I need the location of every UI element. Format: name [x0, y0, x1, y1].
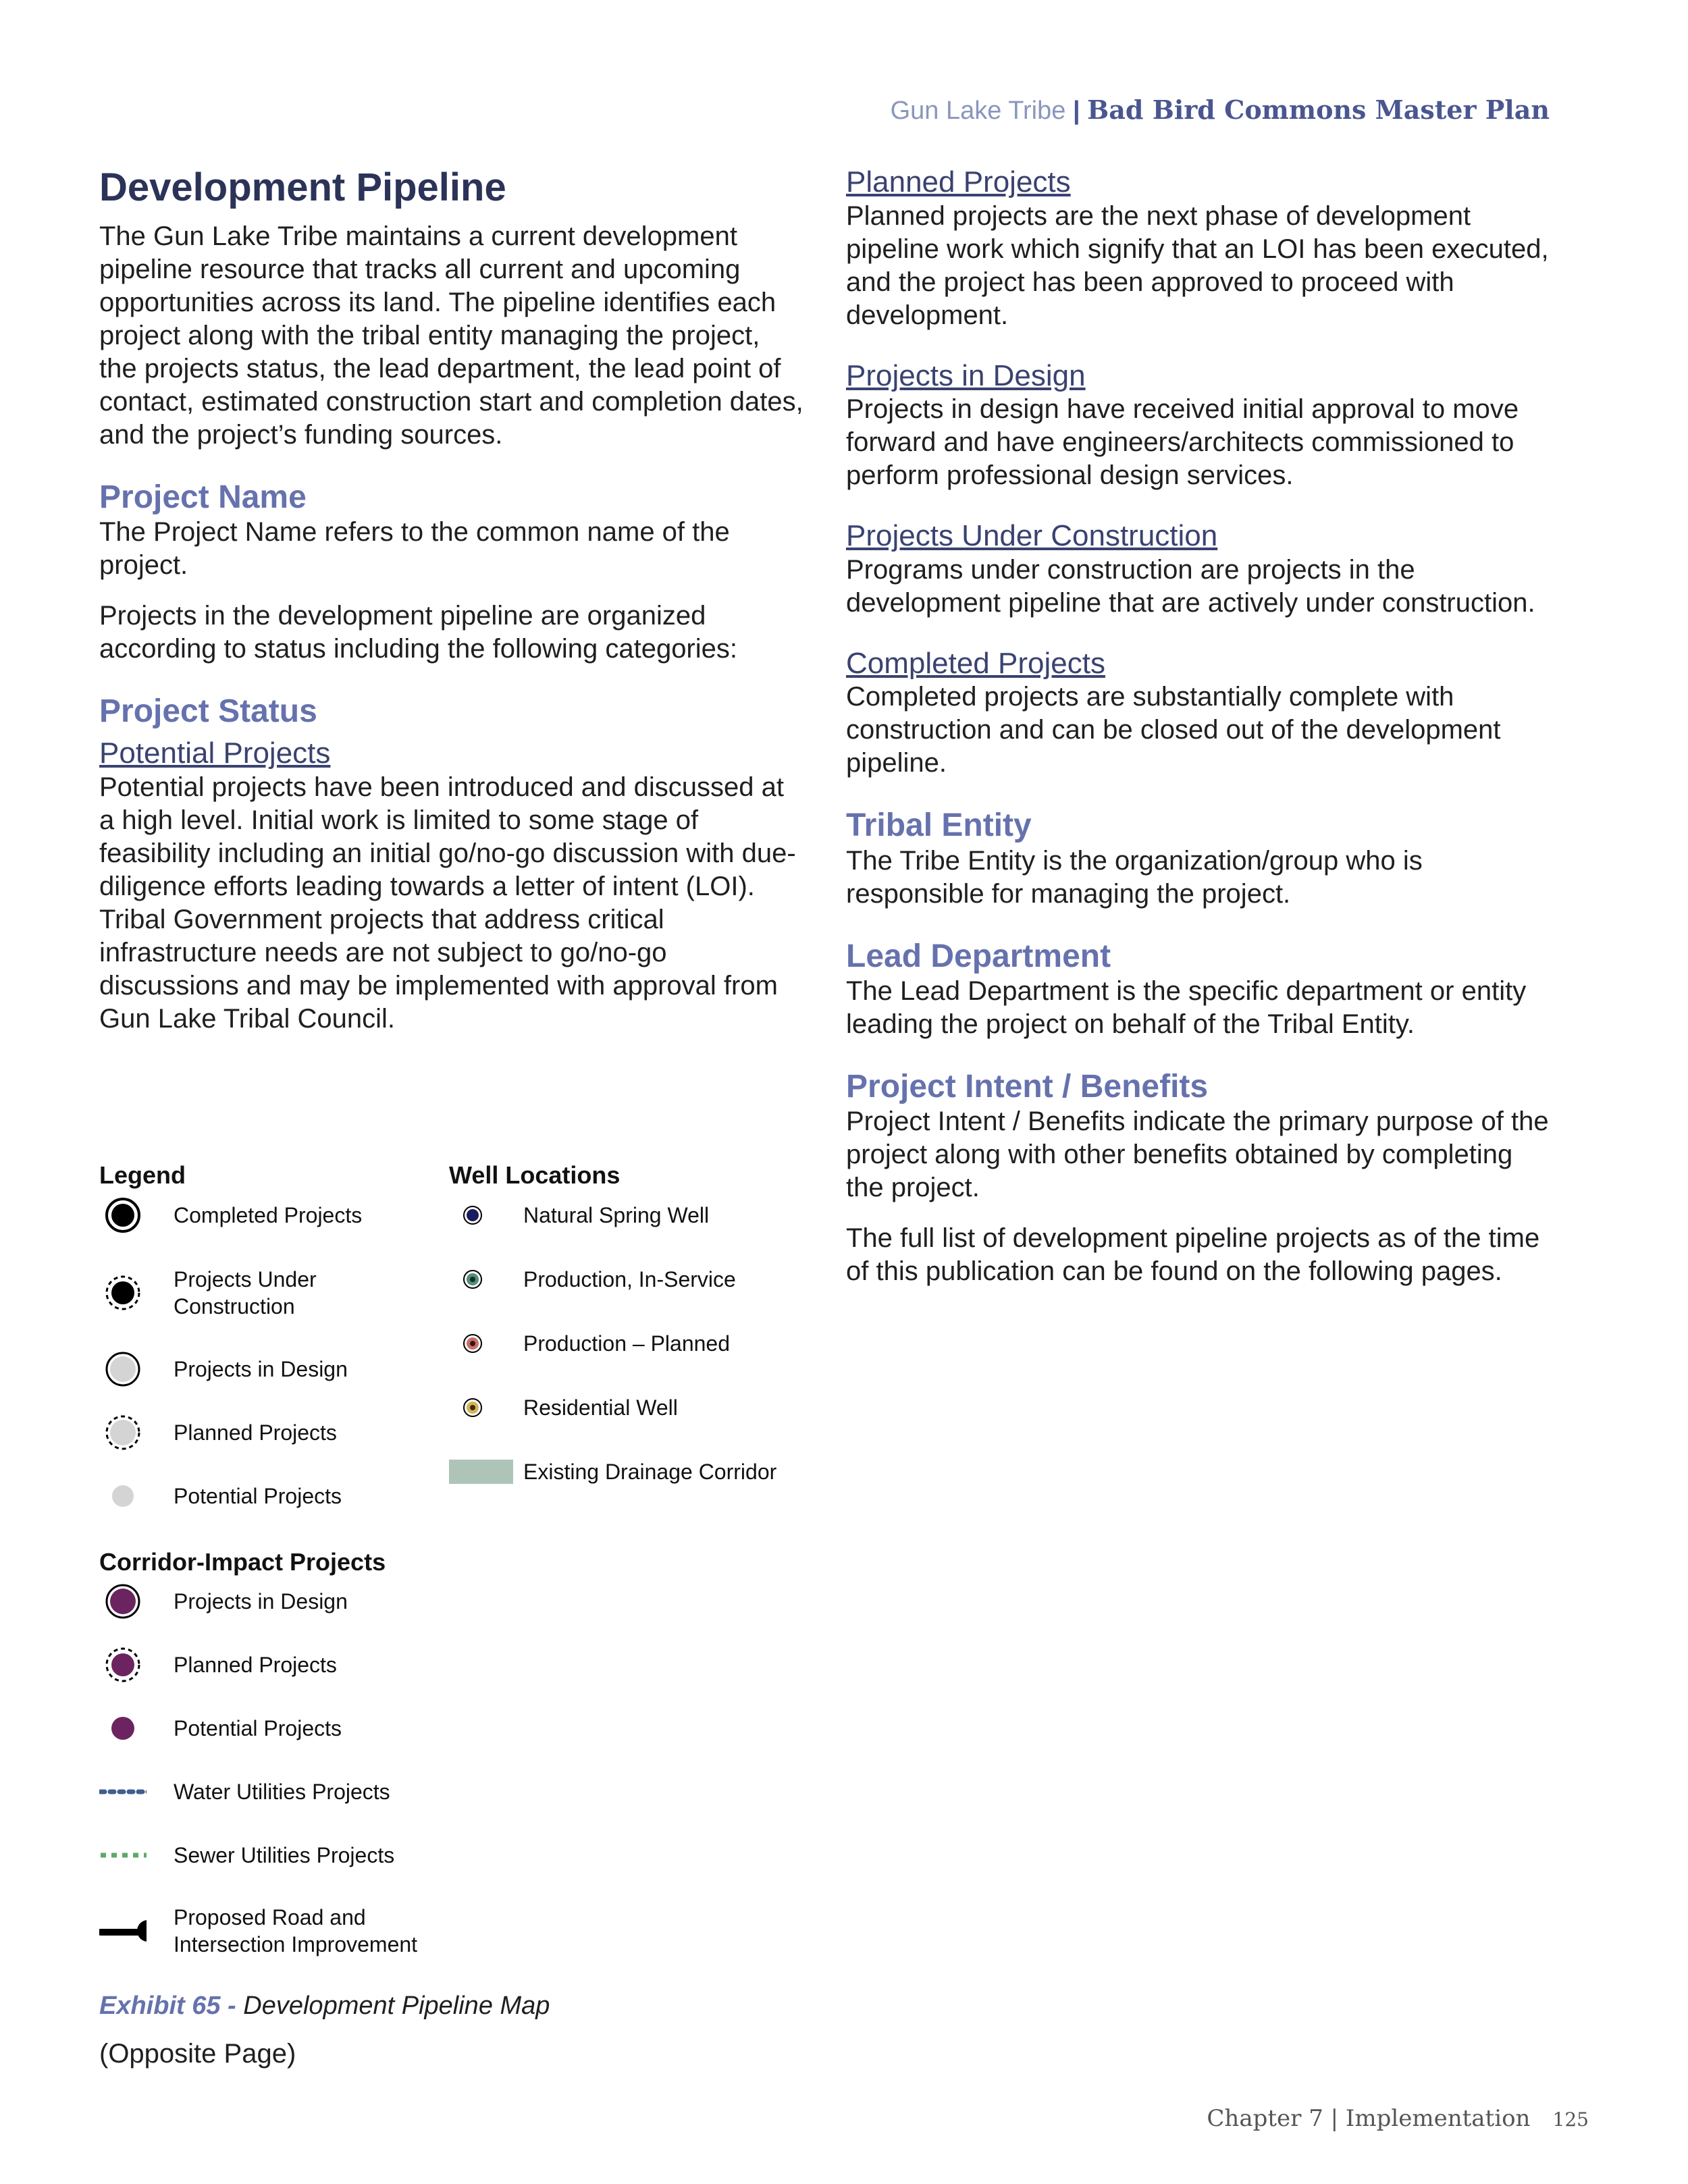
planned-projects-body: Planned projects are the next phase of development pipeline work which signify that an LOI has been executed, and the project has been approved to proceed with development.	[846, 201, 1549, 330]
dashed-black-circle-icon	[103, 1273, 143, 1313]
legend-label: Projects in Design	[174, 1357, 348, 1381]
legend-item-completed	[99, 1195, 362, 1235]
lead-department-body: The Lead Department is the specific department or entity leading the project on behalf of the Tribal Entity.	[846, 976, 1527, 1039]
right-column	[846, 165, 1552, 1288]
well-item-production-planned	[449, 1323, 730, 1364]
project-name-body: The Project Name refers to the common name of the project.	[99, 516, 730, 580]
potential-projects-heading: Potential Projects	[99, 737, 331, 770]
planned-projects-heading: Planned Projects	[846, 165, 1071, 198]
legend-label: Production, In-Service	[523, 1267, 736, 1291]
well-item-drainage-corridor	[449, 1451, 776, 1492]
legend-label: Completed Projects	[174, 1203, 363, 1227]
completed-projects-body: Completed projects are substantially complete with construction and can be closed out of the development pipeline.	[846, 682, 1501, 778]
completed-projects-heading: Completed Projects	[846, 646, 1105, 680]
corridor-impact-title: Corridor-Impact Projects	[99, 1548, 386, 1576]
left-column	[99, 165, 805, 1036]
under-construction-heading: Projects Under Construction	[846, 519, 1218, 553]
solid-black-circle-icon	[103, 1195, 143, 1235]
legend-title: Legend	[99, 1161, 186, 1189]
project-intent-heading: Project Intent / Benefits	[846, 1068, 1209, 1104]
legend-item-under-construction	[99, 1266, 376, 1320]
lead-department-heading: Lead Department	[846, 938, 1111, 974]
legend-label: Planned Projects	[174, 1653, 337, 1677]
status-intro-paragraph: Projects in the development pipeline are organized according to status including the following categories:	[99, 600, 737, 664]
solid-purple-circle-icon	[103, 1581, 143, 1622]
green-dotted-line-icon	[99, 1835, 147, 1875]
exhibit-caption	[99, 1992, 550, 2021]
exhibit-title: Development Pipeline Map	[243, 1992, 550, 2020]
legend-label: Residential Well	[523, 1395, 678, 1420]
well-item-natural-spring	[449, 1195, 709, 1235]
legend-item-in-design	[99, 1349, 348, 1389]
dashed-gray-circle-icon	[103, 1412, 143, 1453]
header-tribe: Gun Lake Tribe	[890, 97, 1066, 125]
project-intent-body: Project Intent / Benefits indicate the primary purpose of the project along with other benefits obtained by completing the project.	[846, 1106, 1549, 1202]
legend-label: Existing Drainage Corridor	[523, 1460, 777, 1484]
corridor-item-sewer	[99, 1835, 394, 1875]
corridor-item-potential	[99, 1708, 342, 1749]
projects-in-design-heading: Projects in Design	[846, 358, 1086, 392]
exhibit-number: Exhibit 65 -	[99, 1992, 236, 2020]
tribal-entity-heading: Tribal Entity	[846, 807, 1032, 844]
well-locations-title: Well Locations	[449, 1161, 621, 1189]
red-well-icon	[452, 1323, 493, 1364]
blue-dotted-line-icon	[99, 1772, 147, 1812]
running-header	[891, 95, 1550, 126]
corridor-item-planned	[99, 1645, 337, 1685]
legend-item-planned	[99, 1412, 337, 1453]
page-title: Development Pipeline	[99, 165, 506, 209]
exhibit-note: (Opposite Page)	[99, 2039, 296, 2069]
corridor-item-road	[99, 1904, 444, 1958]
legend-label: Potential Projects	[174, 1716, 342, 1740]
legend-label: Water Utilities Projects	[174, 1780, 390, 1804]
legend-label: Projects in Design	[174, 1589, 348, 1614]
legend-label: Projects Under Construction	[174, 1267, 317, 1319]
legend-label: Proposed Road and Intersection Improvement	[174, 1905, 418, 1956]
map-legend	[99, 1161, 805, 1992]
navy-well-icon	[452, 1195, 493, 1235]
legend-item-potential	[99, 1476, 342, 1516]
legend-label: Sewer Utilities Projects	[174, 1843, 395, 1867]
intro-paragraph: The Gun Lake Tribe maintains a current development pipeline resource that tracks all current and upcoming opportunities across its land. The pipeline identifies each project along with the tribal entity managing the project, the projects status, the lead department, the lead point of contact, estimated construction start and completion dates, and the project’s funding sources.	[99, 221, 803, 450]
well-item-production-in-service	[449, 1259, 736, 1300]
purple-dot-icon	[103, 1708, 143, 1749]
page-number: 125	[1552, 2108, 1589, 2131]
closing-paragraph: The full list of development pipeline projects as of the time of this publication can be found on the following pages.	[846, 1223, 1540, 1286]
teal-well-icon	[452, 1259, 493, 1300]
dashed-purple-circle-icon	[103, 1645, 143, 1685]
potential-projects-body: Potential projects have been introduced and discussed at a high level. Initial work is limited to some stage of feasibility including an initial go/no-go discussion with due-diligence efforts leading towards a letter of intent (LOI). Tribal Government projects that address critical infrastructure needs are not subject to go/no-go discussions and may be implemented with approval from Gun Lake Tribal Council.	[99, 772, 796, 1034]
footer-chapter: Chapter 7 | Implementation	[1207, 2105, 1531, 2132]
legend-label: Potential Projects	[174, 1484, 342, 1508]
tribal-entity-body: The Tribe Entity is the organization/group who is responsible for managing the project.	[846, 845, 1423, 909]
header-plan-title: Bad Bird Commons Master Plan	[1087, 95, 1550, 125]
drainage-swatch-icon	[449, 1451, 513, 1492]
corridor-item-in-design	[99, 1581, 348, 1622]
legend-label: Planned Projects	[174, 1420, 337, 1445]
project-name-heading: Project Name	[99, 479, 307, 515]
page-footer	[1207, 2105, 1589, 2132]
gray-dot-icon	[103, 1476, 143, 1516]
solid-gray-circle-icon	[103, 1349, 143, 1389]
legend-label: Natural Spring Well	[523, 1203, 710, 1227]
projects-in-design-body: Projects in design have received initial approval to move forward and have engineers/architects commissioned to perform professional design services.	[846, 394, 1519, 491]
project-status-heading: Project Status	[99, 693, 317, 729]
well-item-residential	[449, 1387, 678, 1428]
road-line-icon	[99, 1911, 147, 1951]
legend-label: Production – Planned	[523, 1331, 730, 1356]
corridor-item-water	[99, 1772, 390, 1812]
gold-well-icon	[452, 1387, 493, 1428]
header-separator: |	[1072, 97, 1080, 125]
under-construction-body: Programs under construction are projects in the development pipeline that are actively under construction.	[846, 554, 1535, 618]
